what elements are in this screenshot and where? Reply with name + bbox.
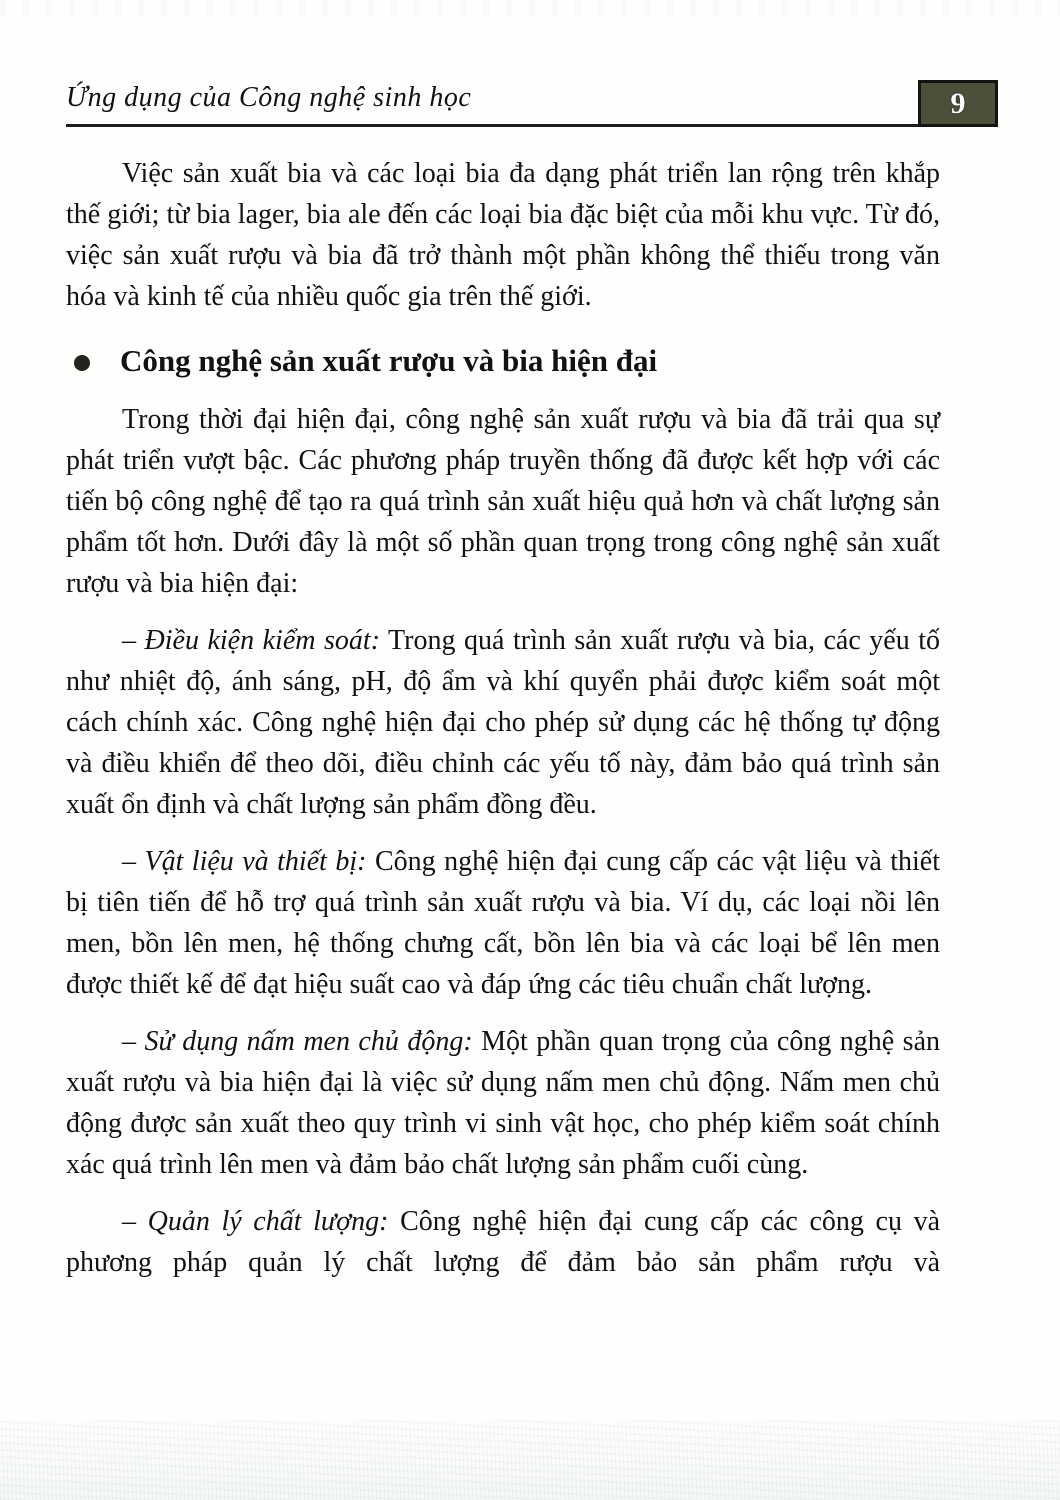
paragraph-text: Trong thời đại hiện đại, công nghệ sản xuất rượu và bia đã trải qua sự phát triển vượt bậc. Các phương pháp truyền thống đã được kết hợp với các tiến bộ công nghệ để tạo ra quá trình sản xuất hiệu quả hơn và chất lượng sản phẩm tốt hơn. Dưới đây là một số phần quan trọng trong công nghệ sản xuất rượu và bia hiện đại: xyxy=(66,404,940,599)
paragraph-quality-management xyxy=(66,1201,940,1283)
paragraph-active-yeast xyxy=(66,1021,940,1185)
paragraph-lead: – Điều kiện kiểm soát: xyxy=(122,625,381,656)
paragraph-text: Trong quá trình sản xuất rượu và bia, các yếu tố như nhiệt độ, ánh sáng, pH, độ ẩm và khí quyển phải được kiểm soát một cách chính xác. Công nghệ hiện đại cho phép sử dụng các hệ thống tự động và điều khiển để theo dõi, điều chỉnh các yếu tố này, đảm bảo quá trình sản xuất ổn định và chất lượng sản phẩm đồng đều. xyxy=(66,625,941,820)
paragraph-lead: – Quản lý chất lượng: xyxy=(122,1206,389,1237)
running-title: Ứng dụng của Công nghệ sinh học xyxy=(66,82,472,113)
paragraph-control-conditions xyxy=(66,620,940,825)
paragraph-text: Công nghệ hiện đại cung cấp các công cụ và phương pháp quản lý chất lượng để đảm bảo sản phẩm rượu và xyxy=(66,1206,941,1278)
paragraph-intro-beer xyxy=(66,153,940,317)
paragraph-materials-equipment xyxy=(66,841,940,1005)
paragraph-lead: – Sử dụng nấm men chủ động: xyxy=(122,1026,473,1057)
paragraph-lead: – Vật liệu và thiết bị: xyxy=(122,846,367,877)
bullet-icon xyxy=(74,355,90,371)
page-header xyxy=(66,82,966,127)
scan-artifact-top xyxy=(0,0,1060,16)
section-heading-text: Công nghệ sản xuất rượu và bia hiện đại xyxy=(120,343,658,378)
paragraph-text: Việc sản xuất bia và các loại bia đa dạng phát triển lan rộng trên khắp thế giới; từ bia lager, bia ale đến các loại bia đặc biệt của mỗi khu vực. Từ đó, việc sản xuất rượu và bia đã trở thành một phần không thể thiếu trong văn hóa và kinh tế của nhiều quốc gia trên thế giới. xyxy=(66,158,940,312)
scan-artifact-bottom xyxy=(0,1420,1060,1500)
page-number-badge: 9 xyxy=(918,80,998,127)
paragraph-text: Một phần quan trọng của công nghệ sản xuất rượu và bia hiện đại là việc sử dụng nấm men chủ động. Nấm men chủ động được sản xuất theo quy trình vi sinh vật học, cho phép kiểm soát chính xác quá trình lên men và đảm bảo chất lượng sản phẩm cuối cùng. xyxy=(66,1026,941,1180)
paragraph-text: Công nghệ hiện đại cung cấp các vật liệu và thiết bị tiên tiến để hỗ trợ quá trình sản xuất rượu và bia. Ví dụ, các loại nồi lên men, bồn lên men, hệ thống chưng cất, bồn lên bia và các loại bể lên men được thiết kế để đạt hiệu suất cao và đáp ứng các tiêu chuẩn chất lượng. xyxy=(66,846,940,1000)
section-heading xyxy=(66,341,940,381)
paragraph-modern-tech-intro xyxy=(66,399,940,604)
